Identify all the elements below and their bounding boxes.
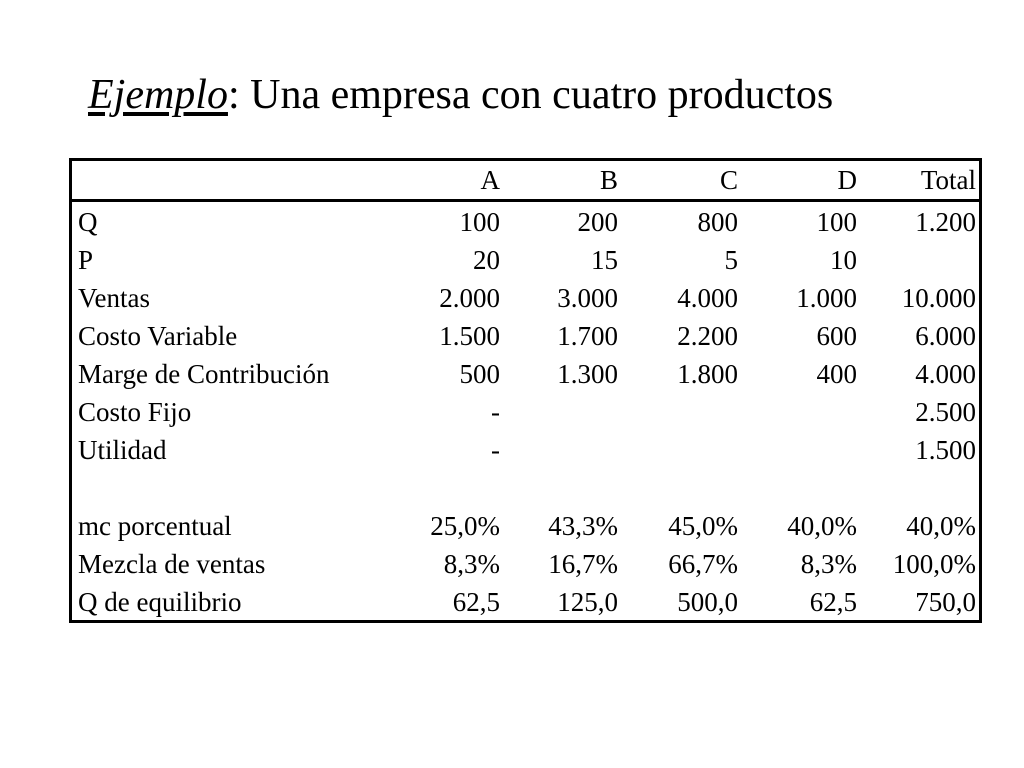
table-cell: [382, 469, 500, 507]
table-cell: 1.300: [557, 358, 618, 389]
table-row: [72, 279, 979, 317]
table-row: [72, 355, 979, 393]
table-cell: [738, 469, 857, 507]
table-cell: 10: [830, 244, 857, 275]
row-label: Mezcla de ventas: [78, 548, 266, 579]
table-cell: 1.500: [915, 434, 976, 465]
table-row: [72, 545, 979, 583]
table-row: [72, 583, 979, 621]
table-cell: 6.000: [915, 320, 976, 351]
header-b: B: [599, 164, 618, 195]
table-cell: 1.200: [915, 206, 976, 237]
table-cell: [857, 241, 976, 279]
table-cell: 20: [473, 244, 500, 275]
table-cell: 750,0: [915, 586, 976, 617]
table-cell: 1.800: [677, 358, 738, 389]
table-cell: 400: [816, 358, 857, 389]
table-cell: 62,5: [809, 586, 857, 617]
table-cell: 40,0%: [906, 510, 976, 541]
title-emphasis: Ejemplo: [88, 72, 228, 118]
table-cell: [738, 431, 857, 469]
table-cell: 600: [816, 320, 857, 351]
table-row: [72, 393, 979, 431]
title-text: : Una empresa con cuatro productos: [227, 72, 834, 118]
header-d: D: [837, 164, 857, 195]
table-cell: 4.000: [915, 358, 976, 389]
product-table: [69, 158, 982, 623]
table-cell: 5: [724, 244, 738, 275]
table-row: [72, 507, 979, 545]
header-total: Total: [920, 164, 976, 195]
table-cell: 500: [459, 358, 500, 389]
table-cell: 62,5: [452, 586, 500, 617]
table-cell: [738, 393, 857, 431]
table-cell: [500, 431, 618, 469]
table-cell: -: [491, 396, 500, 427]
table-cell: 16,7%: [548, 548, 618, 579]
row-label: Ventas: [78, 282, 150, 313]
table-cell: 100: [459, 206, 500, 237]
table-row: [72, 431, 979, 469]
table-cell: [618, 393, 738, 431]
table-cell: 10.000: [901, 282, 976, 313]
table-cell: [857, 469, 976, 507]
table-cell: 8,3%: [800, 548, 857, 579]
table-cell: 1.000: [796, 282, 857, 313]
row-label: Q de equilibrio: [78, 586, 242, 617]
table-cell: 43,3%: [548, 510, 618, 541]
table-cell: 125,0: [557, 586, 618, 617]
table-cell: 3.000: [557, 282, 618, 313]
header-c: C: [719, 164, 738, 195]
table-cell: [618, 431, 738, 469]
header-a: A: [480, 164, 500, 195]
table-cell: 1.500: [439, 320, 500, 351]
table-cell: 15: [591, 244, 618, 275]
row-label: P: [78, 244, 94, 275]
table-cell: 800: [697, 206, 738, 237]
table-cell: 100: [816, 206, 857, 237]
row-label: Marge de Contribución: [78, 358, 330, 389]
table-cell: 200: [577, 206, 618, 237]
row-label: Costo Fijo: [78, 396, 192, 427]
slide-title: [88, 70, 833, 120]
row-label: Costo Variable: [78, 320, 238, 351]
table-cell: 66,7%: [668, 548, 738, 579]
table-cell: 1.700: [557, 320, 618, 351]
table-row: [72, 203, 979, 241]
table-cell: 40,0%: [787, 510, 857, 541]
row-label: mc porcentual: [78, 510, 232, 541]
row-label: Q: [78, 206, 98, 237]
table-row: [72, 241, 979, 279]
table-cell: [500, 393, 618, 431]
row-label: Utilidad: [78, 434, 167, 465]
table-cell: 2.200: [677, 320, 738, 351]
table-cell: 100,0%: [892, 548, 976, 579]
table-cell: 2.000: [439, 282, 500, 313]
table-header-row: [72, 161, 979, 202]
table-cell: 4.000: [677, 282, 738, 313]
table-cell: -: [491, 434, 500, 465]
table-cell: 500,0: [677, 586, 738, 617]
table-cell: 25,0%: [430, 510, 500, 541]
table-cell: [618, 469, 738, 507]
table-row: [72, 317, 979, 355]
table-cell: 45,0%: [668, 510, 738, 541]
table-row: [72, 469, 979, 507]
table-cell: 2.500: [915, 396, 976, 427]
table-cell: 8,3%: [443, 548, 500, 579]
table-cell: [500, 469, 618, 507]
